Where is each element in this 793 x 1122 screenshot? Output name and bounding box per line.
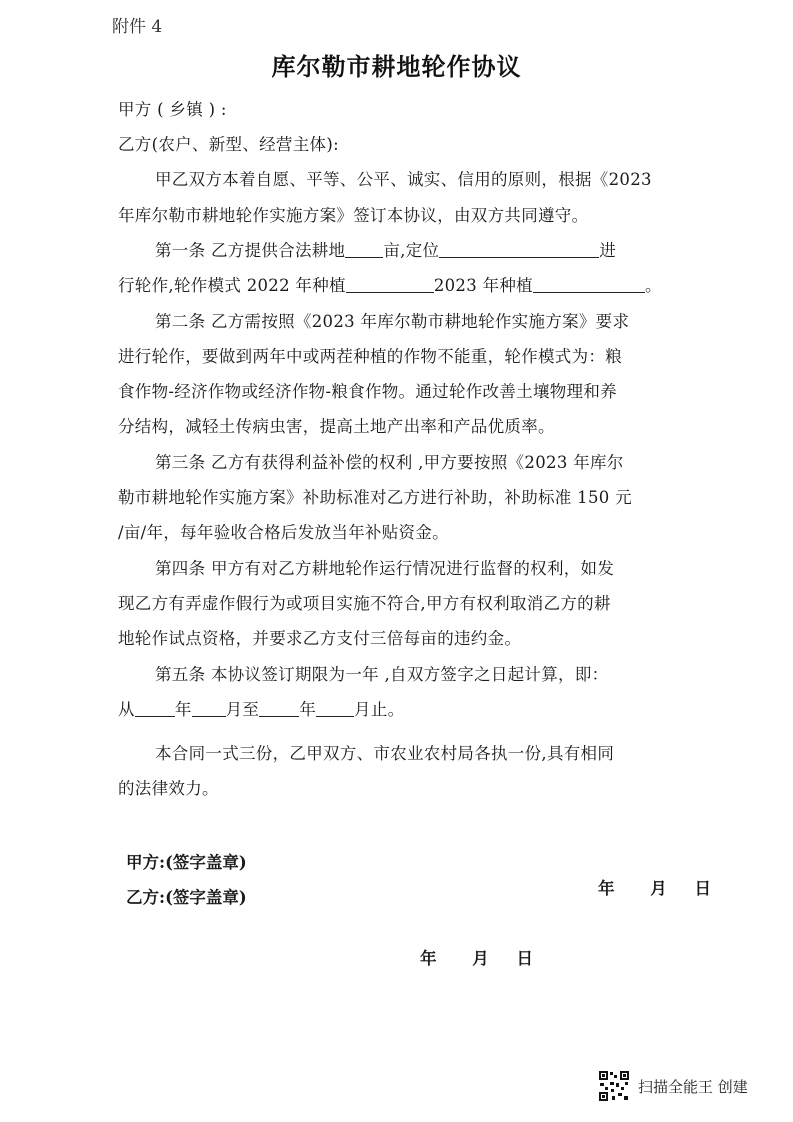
date-year: 年 [598,879,615,898]
closing-line-1: 本合同一式三份，乙甲双方、市农业农村局各执一份,具有相同 [155,744,615,763]
date-year-text: 年 [174,700,192,719]
qr-code-icon [598,1070,630,1102]
article-3-line-3: /亩/年，每年验收合格后发放当年补贴资金。 [118,523,449,542]
party-b-signature: 乙方:(签字盖章) [126,888,247,907]
start-month-blank [192,700,226,717]
crop-2022-blank [346,276,434,293]
article-1-text-c: 进 [599,241,617,260]
article-1-text-d: 行轮作,轮作模式 2022 年种植 [118,276,346,295]
article-1-line-2 [118,272,662,296]
date-day: 日 [694,879,711,898]
start-year-blank [135,700,175,717]
date-year-text-2: 年 [299,700,317,719]
intro-line-1: 甲乙双方本着自愿、平等、公平、诚实、信用的原则，根据《2023 [155,170,652,189]
article-5-line-2 [118,696,404,720]
location-blank [439,241,599,258]
signature-date-right [598,875,711,899]
article-1-text-a: 第一条 乙方提供合法耕地 [155,241,346,260]
crop-2023-blank [533,276,645,293]
article-3-line-1: 第三条 乙方有获得利益补偿的权利 ,甲方要按照《2023 年库尔 [155,453,624,472]
article-1-line-1 [155,237,616,261]
party-a-signature: 甲方:(签字盖章) [126,853,247,872]
document-title: 库尔勒市耕地轮作协议 [271,52,522,81]
date-day-2: 日 [516,949,533,968]
date-month-to-text: 月至 [225,700,260,719]
area-blank [345,241,383,258]
article-2-line-2: 进行轮作，要做到两年中或两茬种植的作物不能重，轮作模式为：粮 [118,347,622,366]
article-5-line-1: 第五条 本协议签订期限为一年 ,自双方签字之日起计算，即： [155,665,609,684]
date-month-2: 月 [472,949,489,968]
party-a-line: 甲方 ( 乡镇 ) : [118,100,227,119]
scanner-watermark [598,1070,748,1102]
intro-line-2: 年库尔勒市耕地轮作实施方案》签订本协议，由双方共同遵守。 [118,206,589,225]
article-2-line-4: 分结构，减轻土传病虫害，提高土地产出率和产品优质率。 [118,417,555,436]
article-2-line-3: 食作物-经济作物或经济作物-粮食作物。通过轮作改善土壤物理和养 [118,382,617,401]
article-1-text-b: 亩,定位 [383,241,440,260]
date-month-end-text: 月止。 [354,700,405,719]
article-2-line-1: 第二条 乙方需按照《2023 年库尔勒市耕地轮作实施方案》要求 [155,312,630,331]
article-4-line-1: 第四条 甲方有对乙方耕地轮作运行情况进行监督的权利，如发 [155,559,615,578]
end-month-blank [316,700,354,717]
end-year-blank [259,700,299,717]
date-month: 月 [650,879,667,898]
party-b-line: 乙方(农户、新型、经营主体): [118,135,339,154]
article-3-line-2: 勒市耕地轮作实施方案》补助标准对乙方进行补助，补助标准 150 元 [118,488,632,507]
article-1-text-f: 。 [644,276,662,295]
signature-date-center [420,945,533,969]
article-4-line-3: 地轮作试点资格，并要求乙方支付三倍每亩的违约金。 [118,629,522,648]
date-year-2: 年 [420,949,437,968]
article-1-text-e: 2023 年种植 [433,276,533,295]
date-from-text: 从 [118,700,135,719]
watermark-text: 扫描全能王 创建 [638,1077,748,1096]
article-4-line-2: 现乙方有弄虚作假行为或项目实施不符合,甲方有权利取消乙方的耕 [118,594,611,613]
closing-line-2: 的法律效力。 [118,779,219,798]
attachment-label: 附件 4 [112,17,163,37]
